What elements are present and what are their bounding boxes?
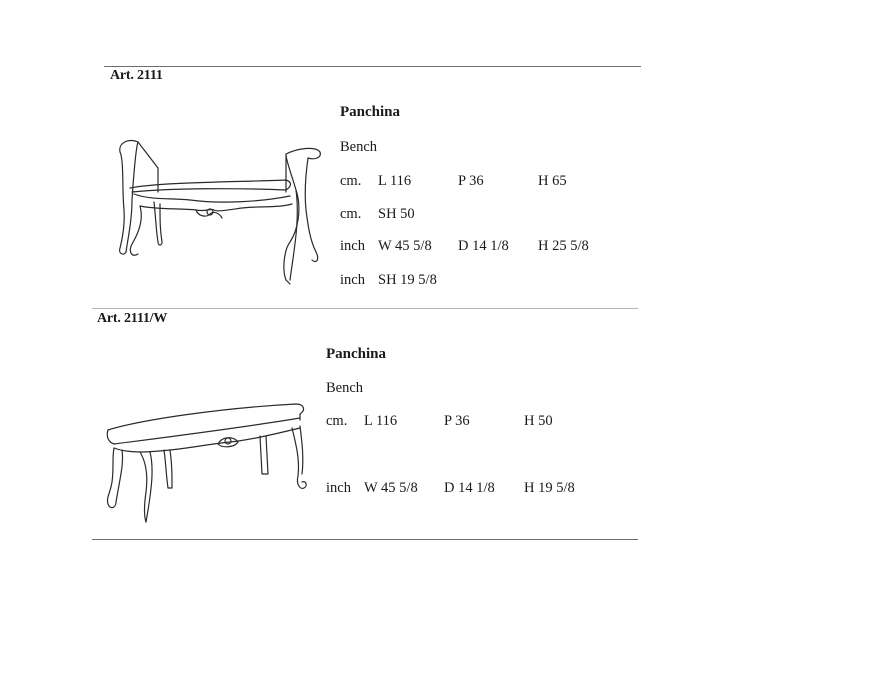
- middle-divider: [92, 308, 638, 309]
- dimension-height: H 65: [538, 173, 567, 189]
- unit-label-cm: cm.: [326, 413, 348, 429]
- dimension-seat-height: SH 50: [378, 206, 415, 222]
- product-name-english: Bench: [340, 139, 378, 155]
- product-name-italian: Panchina: [340, 104, 401, 120]
- dimension-depth-inch: D 14 1/8: [458, 238, 509, 254]
- bench-with-armrests-drawing: [110, 130, 330, 290]
- dimension-length: L 116: [364, 413, 398, 429]
- unit-label-inch: inch: [340, 238, 365, 254]
- dimension-depth-inch: D 14 1/8: [444, 480, 495, 496]
- article-number: Art. 2111/W: [97, 311, 168, 326]
- product-name-english: Bench: [326, 380, 364, 396]
- unit-label-inch: inch: [340, 272, 365, 288]
- unit-label-inch: inch: [326, 480, 351, 496]
- unit-label-cm: cm.: [340, 173, 362, 189]
- dimension-depth: P 36: [444, 413, 470, 429]
- dimension-width-inch: W 45 5/8: [364, 480, 418, 496]
- dimension-length: L 116: [378, 173, 412, 189]
- top-divider: [104, 66, 641, 67]
- dimension-height: H 50: [524, 413, 553, 429]
- dimension-seat-height-inch: SH 19 5/8: [378, 272, 437, 288]
- dimension-height-inch: H 19 5/8: [524, 480, 575, 496]
- dimension-depth: P 36: [458, 173, 484, 189]
- bottom-divider: [92, 539, 638, 540]
- bench-without-armrests-drawing: [100, 398, 315, 528]
- dimension-height-inch: H 25 5/8: [538, 238, 589, 254]
- dimension-width-inch: W 45 5/8: [378, 238, 432, 254]
- product-name-italian: Panchina: [326, 346, 387, 362]
- unit-label-cm: cm.: [340, 206, 362, 222]
- article-number: Art. 2111: [110, 68, 163, 83]
